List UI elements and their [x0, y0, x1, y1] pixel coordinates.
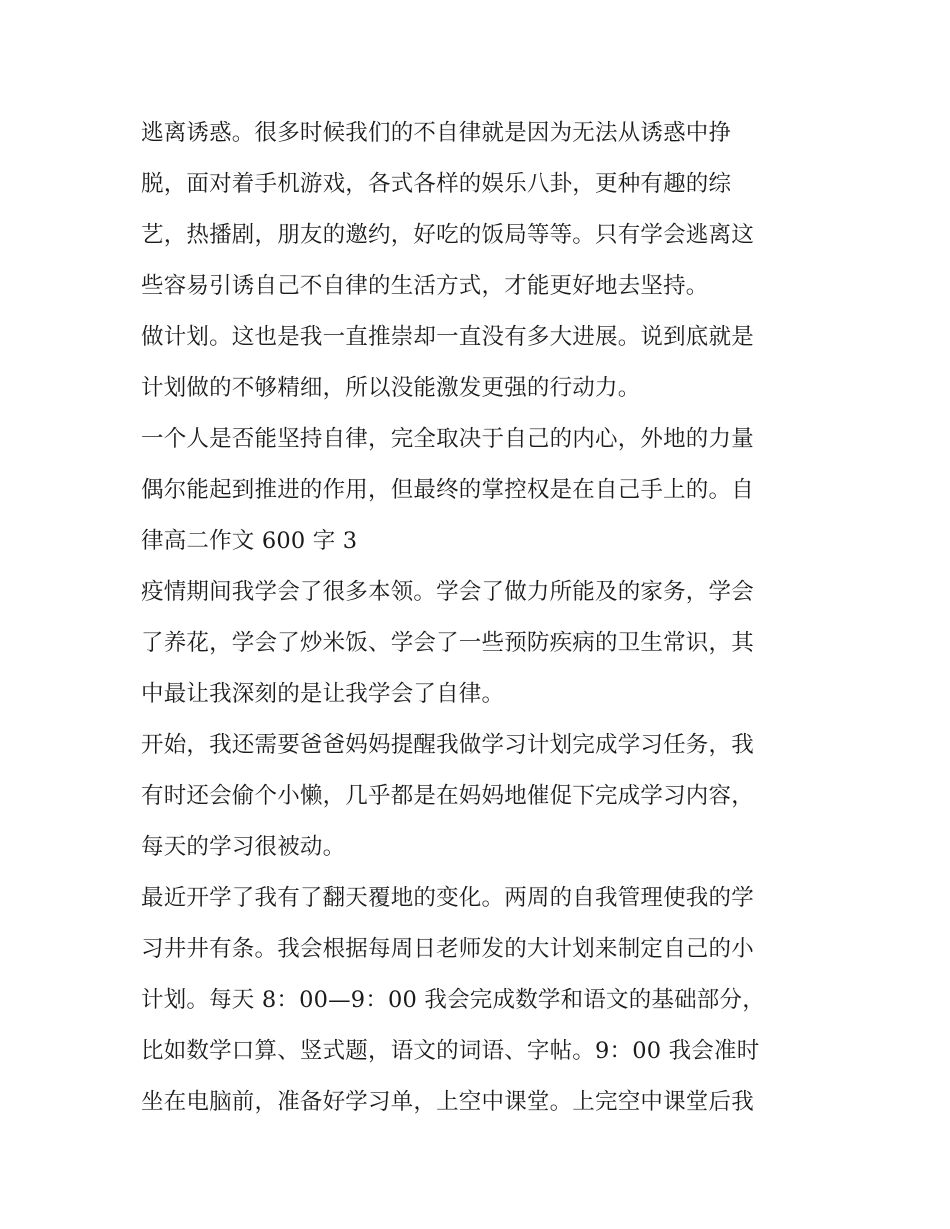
text-line: 开始，我还需要爸爸妈妈提醒我做学习计划完成学习任务，我	[141, 732, 754, 758]
section-heading: 律高二作文 600 字 3	[141, 528, 358, 554]
text-line: 坐在电脑前，准备好学习单，上空中课堂。上完空中课堂后我	[141, 1089, 754, 1115]
text-line: 些容易引诱自己不自律的生活方式，才能更好地去坚持。	[141, 273, 709, 299]
body-text	[141, 108, 821, 1128]
text-line: 习井井有条。我会根据每周日老师发的大计划来制定自己的小	[141, 936, 754, 962]
text-line: 计划。每天 8：00—9：00 我会完成数学和语文的基础部分，	[141, 987, 765, 1013]
text-line: 了养花，学会了炒米饭、学会了一些预防疾病的卫生常识，其	[141, 630, 754, 656]
text-line: 最近开学了我有了翻天覆地的变化。两周的自我管理使我的学	[141, 885, 754, 911]
text-line: 中最让我深刻的是让我学会了自律。	[141, 681, 505, 707]
text-line: 计划做的不够精细，所以没能激发更强的行动力。	[141, 375, 641, 401]
text-line: 疫情期间我学会了很多本领。学会了做力所能及的家务，学会	[141, 579, 754, 605]
text-line: 逃离诱惑。很多时候我们的不自律就是因为无法从诱惑中挣	[141, 120, 732, 146]
text-line: 偶尔能起到推进的作用，但最终的掌控权是在自己手上的。自	[141, 477, 754, 503]
text-line: 艺，热播剧，朋友的邀约，好吃的饭局等等。只有学会逃离这	[141, 222, 754, 248]
text-line: 比如数学口算、竖式题，语文的词语、字帖。9：00 我会准时	[141, 1038, 760, 1064]
text-line: 脱，面对着手机游戏，各式各样的娱乐八卦，更种有趣的综	[141, 171, 732, 197]
text-line: 有时还会偷个小懒，几乎都是在妈妈地催促下完成学习内容，	[141, 783, 754, 809]
text-line: 一个人是否能坚持自律，完全取决于自己的内心，外地的力量	[141, 426, 754, 452]
text-line: 每天的学习很被动。	[141, 834, 346, 860]
text-line: 做计划。这也是我一直推崇却一直没有多大进展。说到底就是	[141, 324, 754, 350]
